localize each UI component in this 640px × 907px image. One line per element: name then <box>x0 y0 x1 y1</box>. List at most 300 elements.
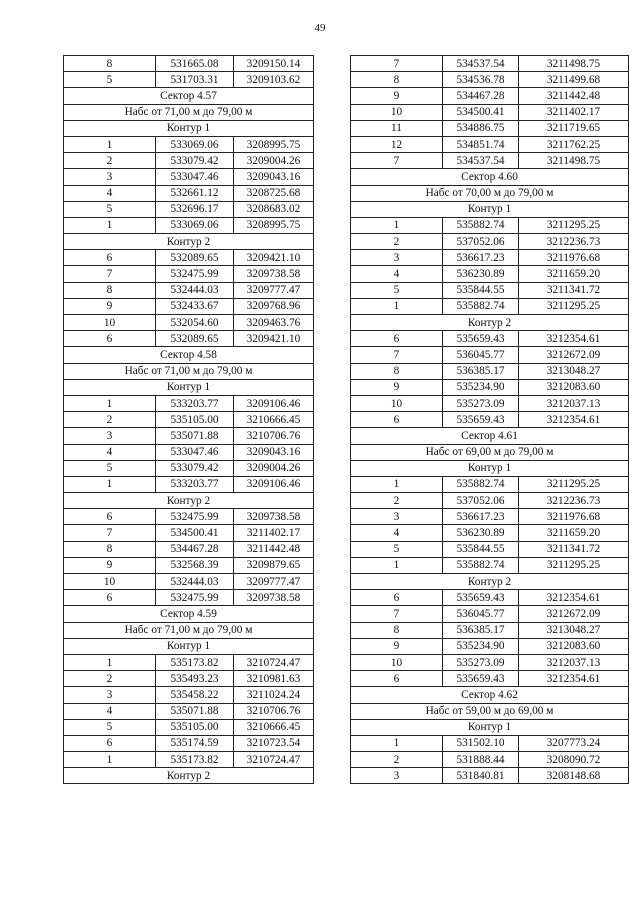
coordinate-y: 3208148.68 <box>519 768 629 784</box>
section-header: Контур 2 <box>64 493 314 509</box>
coordinate-x: 533203.77 <box>156 476 234 492</box>
coordinate-row <box>351 622 629 638</box>
coordinate-x: 531703.31 <box>156 72 234 88</box>
coordinate-x: 532475.99 <box>156 266 234 282</box>
coordinate-x: 535071.88 <box>156 428 234 444</box>
coordinate-x: 535882.74 <box>443 298 519 314</box>
coordinate-y: 3211402.17 <box>234 525 314 541</box>
coordinate-y: 3212354.61 <box>519 331 629 347</box>
coordinate-y: 3212354.61 <box>519 671 629 687</box>
coordinate-row <box>351 250 629 266</box>
coordinate-x: 535173.82 <box>156 654 234 670</box>
section-header: Контур 2 <box>64 234 314 250</box>
point-number: 5 <box>64 460 156 476</box>
coordinate-y: 3212354.61 <box>519 412 629 428</box>
point-number: 10 <box>64 315 156 331</box>
coordinate-x: 535659.43 <box>443 412 519 428</box>
coordinate-row <box>64 671 314 687</box>
section-header: Контур 1 <box>64 379 314 395</box>
section-header: Сектор 4.60 <box>351 169 629 185</box>
coordinate-x: 533079.42 <box>156 153 234 169</box>
point-number: 1 <box>351 476 443 492</box>
coordinate-x: 535105.00 <box>156 412 234 428</box>
coordinate-row <box>64 703 314 719</box>
coordinate-row <box>351 363 629 379</box>
coordinate-row <box>351 752 629 768</box>
coordinate-row <box>64 298 314 314</box>
section-header-row <box>351 444 629 460</box>
section-header: Набс от 59,00 м до 69,00 м <box>351 703 629 719</box>
point-number: 3 <box>351 509 443 525</box>
point-number: 9 <box>351 88 443 104</box>
coordinate-row <box>351 654 629 670</box>
coordinate-x: 532475.99 <box>156 509 234 525</box>
section-header-row <box>64 120 314 136</box>
coordinate-x: 533079.42 <box>156 460 234 476</box>
section-header: Набс от 69,00 м до 79,00 м <box>351 444 629 460</box>
coordinate-x: 534467.28 <box>156 541 234 557</box>
point-number: 1 <box>351 217 443 233</box>
point-number: 9 <box>351 379 443 395</box>
point-number: 1 <box>64 476 156 492</box>
coordinate-y: 3209777.47 <box>234 574 314 590</box>
point-number: 7 <box>351 606 443 622</box>
coordinate-row <box>351 347 629 363</box>
section-header: Набс от 70,00 м до 79,00 м <box>351 185 629 201</box>
coordinate-y: 3209421.10 <box>234 250 314 266</box>
point-number: 11 <box>351 120 443 136</box>
section-header-row <box>64 493 314 509</box>
coordinate-row <box>351 136 629 152</box>
point-number: 7 <box>351 153 443 169</box>
coordinate-row <box>351 104 629 120</box>
coordinate-y: 3209106.46 <box>234 395 314 411</box>
section-header: Контур 1 <box>64 638 314 654</box>
coordinate-x: 536385.17 <box>443 622 519 638</box>
coordinate-row <box>64 250 314 266</box>
point-number: 4 <box>64 703 156 719</box>
section-header-row <box>351 460 629 476</box>
point-number: 8 <box>64 282 156 298</box>
point-number: 5 <box>64 72 156 88</box>
coordinate-row <box>351 638 629 654</box>
coordinate-row <box>351 395 629 411</box>
coordinate-x: 536045.77 <box>443 347 519 363</box>
point-number: 4 <box>351 525 443 541</box>
coordinates-table-left <box>63 55 314 784</box>
point-number: 6 <box>64 735 156 751</box>
coordinate-x: 534500.41 <box>443 104 519 120</box>
coordinate-x: 532054.60 <box>156 315 234 331</box>
point-number: 7 <box>64 525 156 541</box>
coordinate-row <box>64 719 314 735</box>
coordinate-y: 3210981.63 <box>234 671 314 687</box>
coordinate-y: 3209004.26 <box>234 153 314 169</box>
coordinate-y: 3208725.68 <box>234 185 314 201</box>
point-number: 9 <box>64 298 156 314</box>
coordinate-row <box>351 217 629 233</box>
coordinate-row <box>64 654 314 670</box>
coordinate-row <box>64 590 314 606</box>
point-number: 2 <box>64 412 156 428</box>
coordinate-row <box>351 331 629 347</box>
coordinate-y: 3209879.65 <box>234 557 314 573</box>
point-number: 2 <box>351 752 443 768</box>
point-number: 9 <box>351 638 443 654</box>
coordinate-y: 3208995.75 <box>234 217 314 233</box>
point-number: 3 <box>64 687 156 703</box>
coordinate-row <box>64 460 314 476</box>
coordinate-row <box>351 72 629 88</box>
coordinate-row <box>64 444 314 460</box>
coordinate-row <box>351 671 629 687</box>
coordinate-row <box>64 217 314 233</box>
point-number: 6 <box>351 331 443 347</box>
section-header: Контур 2 <box>351 315 629 331</box>
coordinate-row <box>351 525 629 541</box>
coordinate-x: 535882.74 <box>443 557 519 573</box>
coordinate-x: 535882.74 <box>443 217 519 233</box>
coordinate-y: 3211719.65 <box>519 120 629 136</box>
coordinate-y: 3209043.16 <box>234 169 314 185</box>
coordinate-x: 535273.09 <box>443 654 519 670</box>
section-header: Набс от 71,00 м до 79,00 м <box>64 363 314 379</box>
coordinate-x: 537052.06 <box>443 234 519 250</box>
coordinate-row <box>351 606 629 622</box>
coordinate-x: 536230.89 <box>443 266 519 282</box>
point-number: 7 <box>64 266 156 282</box>
section-header-row <box>351 428 629 444</box>
coordinate-y: 3213048.27 <box>519 363 629 379</box>
section-header-row <box>351 687 629 703</box>
coordinate-row <box>351 379 629 395</box>
point-number: 6 <box>64 509 156 525</box>
coordinate-y: 3211442.48 <box>519 88 629 104</box>
point-number: 8 <box>351 363 443 379</box>
coordinate-y: 3209106.46 <box>234 476 314 492</box>
section-header: Набс от 71,00 м до 79,00 м <box>64 622 314 638</box>
coordinate-y: 3211498.75 <box>519 153 629 169</box>
point-number: 6 <box>351 590 443 606</box>
coordinate-x: 535458.22 <box>156 687 234 703</box>
coordinate-x: 531888.44 <box>443 752 519 768</box>
section-header-row <box>64 363 314 379</box>
section-header-row <box>351 719 629 735</box>
coordinate-y: 3212354.61 <box>519 590 629 606</box>
coordinate-row <box>64 574 314 590</box>
point-number: 2 <box>64 671 156 687</box>
coordinate-row <box>64 331 314 347</box>
coordinate-row <box>351 153 629 169</box>
point-number: 1 <box>351 298 443 314</box>
coordinate-row <box>351 88 629 104</box>
coordinate-y: 3212037.13 <box>519 395 629 411</box>
coordinate-x: 535234.90 <box>443 638 519 654</box>
section-header: Набс от 71,00 м до 79,00 м <box>64 104 314 120</box>
point-number: 7 <box>351 347 443 363</box>
section-header: Сектор 4.62 <box>351 687 629 703</box>
point-number: 2 <box>64 153 156 169</box>
coordinate-x: 533069.06 <box>156 136 234 152</box>
point-number: 10 <box>351 654 443 670</box>
coordinate-y: 3211976.68 <box>519 509 629 525</box>
coordinate-x: 532475.99 <box>156 590 234 606</box>
coordinate-x: 535882.74 <box>443 476 519 492</box>
coordinate-x: 532568.39 <box>156 557 234 573</box>
coordinate-x: 533069.06 <box>156 217 234 233</box>
point-number: 4 <box>351 266 443 282</box>
point-number: 10 <box>64 574 156 590</box>
point-number: 8 <box>64 56 156 72</box>
coordinate-x: 535659.43 <box>443 590 519 606</box>
point-number: 1 <box>351 735 443 751</box>
coordinate-y: 3209004.26 <box>234 460 314 476</box>
coordinate-row <box>351 298 629 314</box>
coordinate-y: 3211976.68 <box>519 250 629 266</box>
section-header: Контур 1 <box>351 460 629 476</box>
coordinate-row <box>64 735 314 751</box>
section-header: Контур 1 <box>64 120 314 136</box>
point-number: 5 <box>351 541 443 557</box>
coordinate-row <box>64 557 314 573</box>
coordinate-y: 3212083.60 <box>519 638 629 654</box>
point-number: 6 <box>64 331 156 347</box>
point-number: 10 <box>351 104 443 120</box>
coordinate-row <box>351 541 629 557</box>
coordinate-row <box>64 687 314 703</box>
coordinate-x: 537052.06 <box>443 493 519 509</box>
coordinate-y: 3211341.72 <box>519 541 629 557</box>
coordinate-y: 3211498.75 <box>519 56 629 72</box>
point-number: 8 <box>351 72 443 88</box>
section-header: Контур 2 <box>351 574 629 590</box>
coordinate-y: 3208090.72 <box>519 752 629 768</box>
section-header: Сектор 4.61 <box>351 428 629 444</box>
coordinate-y: 3213048.27 <box>519 622 629 638</box>
coordinate-row <box>351 509 629 525</box>
coordinate-y: 3211295.25 <box>519 298 629 314</box>
coordinate-row <box>64 428 314 444</box>
coordinate-x: 535071.88 <box>156 703 234 719</box>
coordinate-y: 3210666.45 <box>234 719 314 735</box>
coordinate-x: 536385.17 <box>443 363 519 379</box>
point-number: 3 <box>351 768 443 784</box>
coordinate-x: 535273.09 <box>443 395 519 411</box>
coordinate-y: 3209738.58 <box>234 590 314 606</box>
coordinate-y: 3210706.76 <box>234 703 314 719</box>
coordinate-row <box>351 234 629 250</box>
point-number: 3 <box>64 169 156 185</box>
point-number: 2 <box>351 493 443 509</box>
section-header-row <box>351 574 629 590</box>
page-number: 49 <box>314 22 326 34</box>
point-number: 6 <box>64 250 156 266</box>
coordinate-y: 3212083.60 <box>519 379 629 395</box>
point-number: 12 <box>351 136 443 152</box>
coordinate-y: 3211659.20 <box>519 525 629 541</box>
coordinate-y: 3211659.20 <box>519 266 629 282</box>
point-number: 1 <box>64 654 156 670</box>
coordinate-y: 3209768.96 <box>234 298 314 314</box>
point-number: 1 <box>64 395 156 411</box>
coordinate-y: 3209777.47 <box>234 282 314 298</box>
coordinate-x: 534851.74 <box>443 136 519 152</box>
point-number: 6 <box>351 412 443 428</box>
coordinates-table-right <box>350 55 629 784</box>
coordinate-y: 3209043.16 <box>234 444 314 460</box>
section-header: Контур 1 <box>351 719 629 735</box>
section-header-row <box>351 169 629 185</box>
coordinate-row <box>64 525 314 541</box>
section-header-row <box>64 622 314 638</box>
coordinate-x: 532089.65 <box>156 250 234 266</box>
coordinate-x: 536617.23 <box>443 250 519 266</box>
coordinate-y: 3209103.62 <box>234 72 314 88</box>
section-header: Сектор 4.59 <box>64 606 314 622</box>
coordinate-row <box>64 315 314 331</box>
point-number: 8 <box>351 622 443 638</box>
coordinate-x: 531502.10 <box>443 735 519 751</box>
section-header-row <box>351 201 629 217</box>
coordinate-y: 3209738.58 <box>234 266 314 282</box>
section-header: Контур 2 <box>64 768 314 784</box>
coordinate-x: 531840.81 <box>443 768 519 784</box>
point-number: 1 <box>64 217 156 233</box>
coordinate-y: 3212236.73 <box>519 493 629 509</box>
coordinate-row <box>351 493 629 509</box>
coordinate-y: 3207773.24 <box>519 735 629 751</box>
coordinate-y: 3212236.73 <box>519 234 629 250</box>
coordinate-x: 535173.82 <box>156 752 234 768</box>
coordinate-row <box>64 476 314 492</box>
section-header-row <box>64 638 314 654</box>
coordinate-x: 534467.28 <box>443 88 519 104</box>
point-number: 1 <box>64 136 156 152</box>
coordinate-x: 534537.54 <box>443 153 519 169</box>
point-number: 6 <box>351 671 443 687</box>
coordinate-y: 3211762.25 <box>519 136 629 152</box>
coordinate-x: 535105.00 <box>156 719 234 735</box>
coordinate-row <box>351 476 629 492</box>
coordinate-x: 532696.17 <box>156 201 234 217</box>
coordinate-x: 531665.08 <box>156 56 234 72</box>
coordinate-y: 3212037.13 <box>519 654 629 670</box>
coordinate-y: 3210666.45 <box>234 412 314 428</box>
coordinate-row <box>64 282 314 298</box>
coordinate-x: 533047.46 <box>156 444 234 460</box>
point-number: 1 <box>64 752 156 768</box>
section-header-row <box>64 379 314 395</box>
coordinate-row <box>351 56 629 72</box>
coordinate-y: 3211341.72 <box>519 282 629 298</box>
coordinate-x: 535659.43 <box>443 671 519 687</box>
coordinate-x: 534500.41 <box>156 525 234 541</box>
coordinate-row <box>64 136 314 152</box>
coordinate-x: 535844.55 <box>443 541 519 557</box>
point-number: 9 <box>64 557 156 573</box>
point-number: 10 <box>351 395 443 411</box>
coordinate-row <box>64 541 314 557</box>
coordinate-x: 536617.23 <box>443 509 519 525</box>
coordinate-row <box>64 72 314 88</box>
coordinate-y: 3211295.25 <box>519 557 629 573</box>
coordinate-y: 3211442.48 <box>234 541 314 557</box>
coordinate-y: 3210723.54 <box>234 735 314 751</box>
section-header-row <box>351 185 629 201</box>
point-number: 1 <box>351 557 443 573</box>
section-header-row <box>64 234 314 250</box>
coordinate-x: 532444.03 <box>156 282 234 298</box>
coordinate-x: 535174.59 <box>156 735 234 751</box>
section-header: Сектор 4.57 <box>64 88 314 104</box>
point-number: 5 <box>351 282 443 298</box>
section-header-row <box>64 104 314 120</box>
coordinate-row <box>64 752 314 768</box>
section-header-row <box>64 606 314 622</box>
section-header-row <box>64 347 314 363</box>
coordinate-x: 533203.77 <box>156 395 234 411</box>
coordinate-y: 3210706.76 <box>234 428 314 444</box>
coordinate-y: 3209738.58 <box>234 509 314 525</box>
coordinate-y: 3209150.14 <box>234 56 314 72</box>
point-number: 5 <box>64 719 156 735</box>
point-number: 5 <box>64 201 156 217</box>
coordinate-row <box>64 56 314 72</box>
coordinate-row <box>64 169 314 185</box>
coordinate-row <box>64 153 314 169</box>
coordinate-x: 535844.55 <box>443 282 519 298</box>
coordinate-row <box>351 282 629 298</box>
coordinate-row <box>351 412 629 428</box>
section-header-row <box>351 703 629 719</box>
point-number: 6 <box>64 590 156 606</box>
point-number: 2 <box>351 234 443 250</box>
coordinate-row <box>64 395 314 411</box>
coordinate-y: 3211295.25 <box>519 217 629 233</box>
point-number: 4 <box>64 444 156 460</box>
coordinate-x: 535234.90 <box>443 379 519 395</box>
coordinate-y: 3210724.47 <box>234 654 314 670</box>
coordinate-y: 3212672.09 <box>519 347 629 363</box>
coordinate-row <box>351 120 629 136</box>
coordinate-row <box>64 266 314 282</box>
coordinate-y: 3209463.76 <box>234 315 314 331</box>
coordinate-x: 532444.03 <box>156 574 234 590</box>
point-number: 4 <box>64 185 156 201</box>
coordinate-y: 3208683.02 <box>234 201 314 217</box>
coordinate-x: 533047.46 <box>156 169 234 185</box>
coordinate-x: 534536.78 <box>443 72 519 88</box>
coordinate-row <box>64 412 314 428</box>
section-header: Сектор 4.58 <box>64 347 314 363</box>
point-number: 8 <box>64 541 156 557</box>
coordinate-x: 534537.54 <box>443 56 519 72</box>
coordinate-row <box>351 266 629 282</box>
coordinate-x: 536230.89 <box>443 525 519 541</box>
coordinate-row <box>351 590 629 606</box>
coordinate-y: 3208995.75 <box>234 136 314 152</box>
coordinate-row <box>351 768 629 784</box>
coordinate-row <box>351 557 629 573</box>
coordinate-y: 3212672.09 <box>519 606 629 622</box>
coordinate-row <box>351 735 629 751</box>
section-header: Контур 1 <box>351 201 629 217</box>
coordinate-y: 3209421.10 <box>234 331 314 347</box>
coordinate-x: 532089.65 <box>156 331 234 347</box>
section-header-row <box>64 88 314 104</box>
coordinate-y: 3211024.24 <box>234 687 314 703</box>
coordinate-y: 3210724.47 <box>234 752 314 768</box>
